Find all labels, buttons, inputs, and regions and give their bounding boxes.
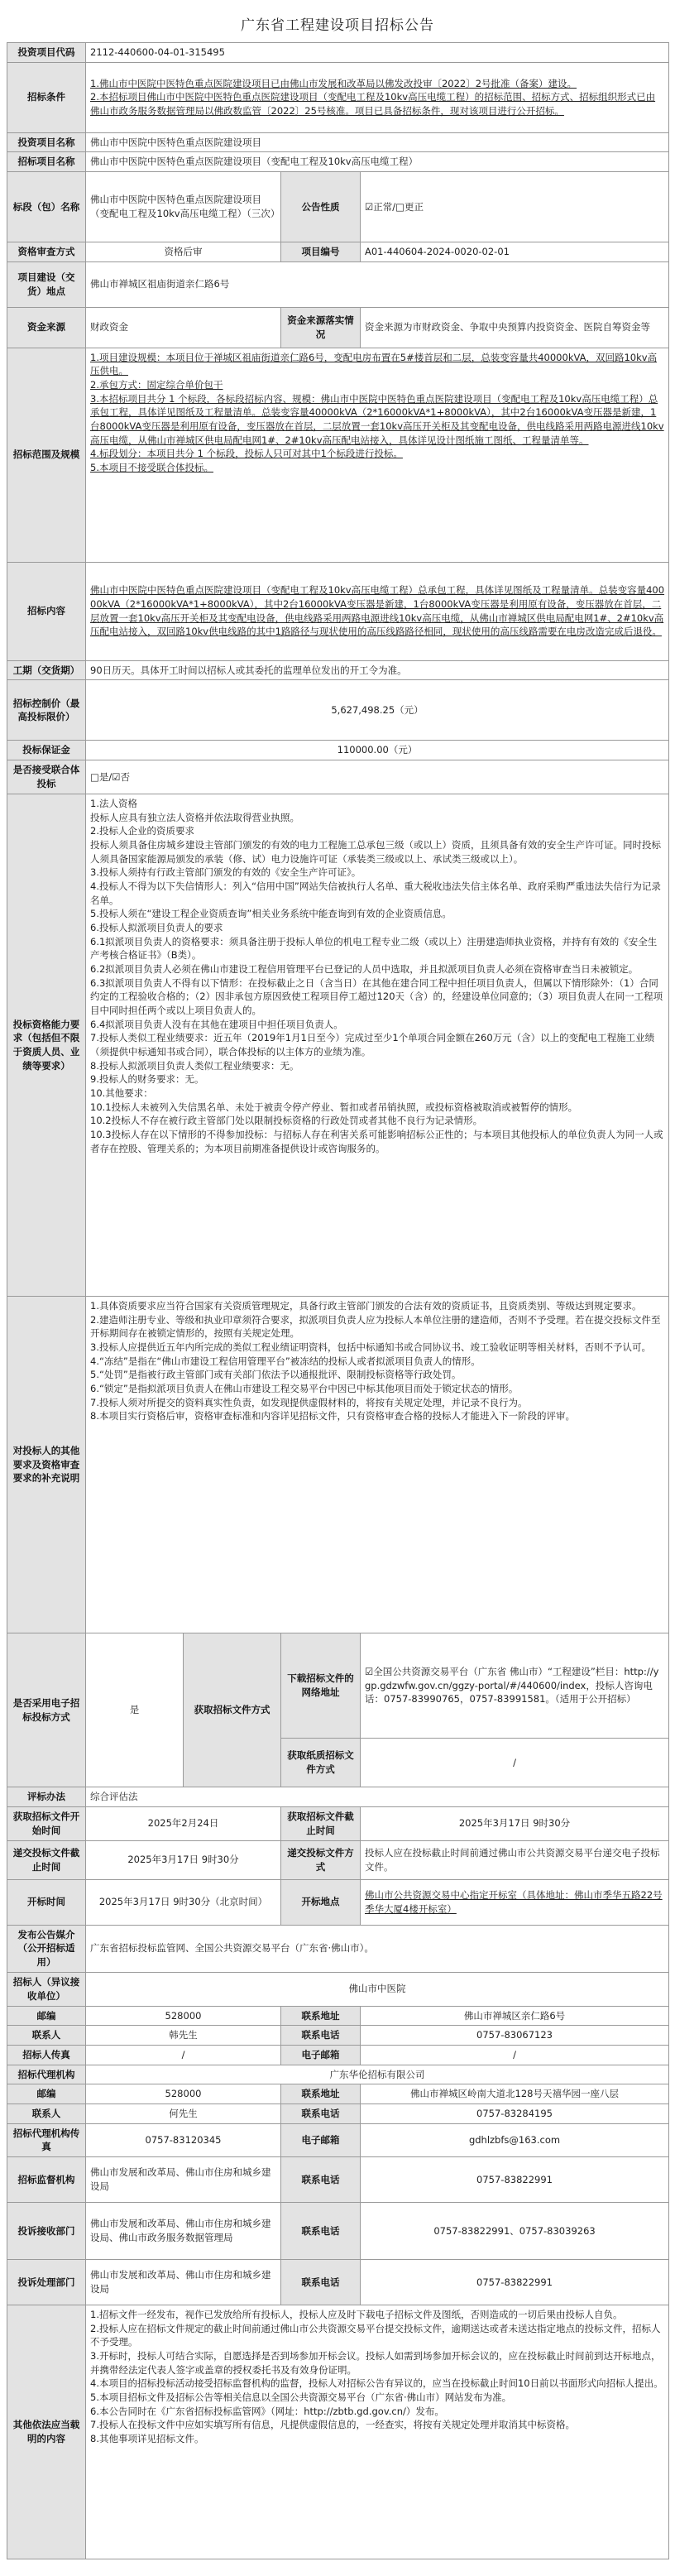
notice-nature-label: 公告性质 <box>281 172 361 242</box>
get-start-value: 2025年2月24日 <box>86 1806 281 1840</box>
project-no-label: 项目编号 <box>281 242 361 262</box>
row-notes <box>7 2305 669 2559</box>
electronic-value: 是 <box>86 1633 184 1787</box>
agency-contact-value: 何先生 <box>86 2104 281 2124</box>
row-media <box>7 1925 669 1972</box>
agency-address-value: 佛山市禅城区岭南大道北128号天禧华园一座八层 <box>361 2084 669 2104</box>
row-content <box>7 562 669 660</box>
content-label: 招标内容 <box>7 562 86 660</box>
agency-phone-label: 联系电话 <box>281 2104 361 2124</box>
open-time-label: 开标时间 <box>7 1879 86 1925</box>
email-label: 电子邮箱 <box>281 2046 361 2065</box>
project-code-label: 投资项目代码 <box>7 43 86 63</box>
handle-phone-label: 联系电话 <box>281 2260 361 2305</box>
supervise-label: 招标监督机构 <box>7 2157 86 2203</box>
submit-end-label: 递交投标文件截止时间 <box>7 1840 86 1879</box>
supervise-value: 佛山市发展和改革局、佛山市住房和城乡建设局 <box>86 2157 281 2203</box>
agency-contact-label: 联系人 <box>7 2104 86 2124</box>
complaint-phone-value: 0757-83822991、0757-83039263 <box>361 2203 669 2260</box>
fund-value: 财政资金 <box>86 307 281 348</box>
consortium-label: 是否接受联合体投标 <box>7 760 86 794</box>
project-name-label: 投资项目名称 <box>7 132 86 152</box>
electronic-label: 是否采用电子招标投标方式 <box>7 1633 86 1787</box>
page-title: 广东省工程建设项目招标公告 <box>241 17 434 34</box>
agency-label: 招标代理机构 <box>7 2065 86 2084</box>
bid-name-label: 招标项目名称 <box>7 152 86 172</box>
get-start-label: 获取招标文件开始时间 <box>7 1806 86 1840</box>
deposit-label: 投标保证金 <box>7 741 86 760</box>
row-fund <box>7 307 669 348</box>
review-method-label: 资格审查方式 <box>7 242 86 262</box>
location-label: 项目建设（交货）地点 <box>7 261 86 307</box>
other-paper-value: / <box>361 1739 669 1787</box>
agency-email-label: 电子邮箱 <box>281 2123 361 2156</box>
contact-label: 联系人 <box>7 2026 86 2046</box>
agency-email-value: gdhlzbfs@163.com <box>361 2123 669 2156</box>
section-label: 标段（包）名称 <box>7 172 86 242</box>
row-agency-post <box>7 2084 669 2104</box>
row-conditions <box>7 62 669 132</box>
open-place-value: 佛山市公共资源交易中心指定开标室（具体地址：佛山市季华五路22号季华大厦4楼开标室） <box>361 1879 669 1925</box>
row-project-code <box>7 43 669 63</box>
duration-label: 工期（交货期） <box>7 660 86 680</box>
submit-end-value: 2025年3月17日 9时30分 <box>86 1840 281 1879</box>
handle-value: 佛山市发展和改革局、佛山市住房和城乡建设局 <box>86 2260 281 2305</box>
media-value: 广东省招标投标监管网、全国公共资源交易平台（广东省·佛山市）。 <box>86 1925 669 1972</box>
scope-label: 招标范围及规模 <box>7 348 86 562</box>
other-req-value: 1.具体资质要求应当符合国家有关资质管理规定，具备行政主管部门颁发的合法有效的资质证书，且资质类别、等级达到规定要求。 2.建造师注册专业、等级和执业印章须符合要求，拟派项目负责人应为投标人本单位注册的建造师，否则不予受理。若在提交投标文件至开标期间存在被锁定情形的，按照有关规定处理。 3.投标人应提供近五年内所完成的类似工程业绩证明资料，包括中标通知书或合同协议书、竣工验收证明等相关材料，否则不予认可。 4.“冻结”是指在“佛山市建设工程信用管理平台”被冻结的投标人或者拟派项目负责人的情形。 5.“处罚”是指被行政主管部门或有关部门依法予以通报批评、限制投标资格等行政处罚。 6.“锁定”是指拟派项目负责人在佛山市建设工程交易平台中因已中标其他项目而处于锁定状态的情形。 7.投标人须对所提交的资料真实性负责，如发现提供虚假材料的，将按有关规定处理，并记录不良行为。 8.本项目实行资格后审，资格审查标准和内容详见招标文件，只有资格审查合格的投标人才能进入下一阶段的评审。 <box>86 1297 669 1633</box>
method-label: 获取招标文件方式 <box>184 1633 281 1787</box>
row-open <box>7 1879 669 1925</box>
row-tenderee-post <box>7 2006 669 2026</box>
notes-value: 1.招标文件一经发布，视作已发放给所有投标人，投标人应及时下载电子招标文件及图纸，否则造成的一切后果由投标人自负。 2.投标人应在招标文件规定的截止时间前通过佛山市公共资源交易平台提交投标文件，逾期送达或者未送达指定地点的投标文件，招标人不予受理。 3.开标时，投标人可结合实际，自愿选择是否到场参加开标会议。投标人如需到场参加开标会议的，应在投标截止时间前到达开标地点，并携带经法定代表人签字或盖章的授权委托书及有效身份证明。 4.本项目的招标投标活动接受招标监督机构的监督，投标人对招标公告有异议的，应当在投标截止时间10日前以书面形式向招标人提出。 5.本项目招标文件及招标公告等相关信息以全国公共资源交易平台（广东省·佛山市）网站发布为准。 6.本公告同时在《广东省招标投标监管网》（网址：http://zbtb.gd.gov.cn/）发布。 7.投标人在投标文件中应如实填写所有信息，凡提供虚假信息的，一经查实，将按有关规定处理并取消其中标资格。 8.其他事项详见招标文件。 <box>86 2305 669 2559</box>
row-agency-fax <box>7 2123 669 2156</box>
max-price-label: 招标控制价（最高投标限价） <box>7 680 86 741</box>
complaint-phone-label: 联系电话 <box>281 2203 361 2260</box>
qualification-label: 投标资格能力要求（包括但不限于资质人员、业绩等要求） <box>7 794 86 1297</box>
open-time-value: 2025年3月17日 9时30分（北京时间） <box>86 1879 281 1925</box>
fax-label: 招标人传真 <box>7 2046 86 2065</box>
row-eval <box>7 1787 669 1807</box>
complaint-label: 投诉接收部门 <box>7 2203 86 2260</box>
qualification-value: 1.法人资格 投标人应具有独立法人资格并依法取得营业执照。 2.投标人企业的资质要求 投标人须具备住房城乡建设主管部门颁发的有效的电力工程施工总承包三级（或以上）资质，且须具备有效的安全生产许可证。同时投标人须具备国家能源局颁发的承装（修、试）电力设施许可证（承装类三级或以上、承试类三级或以上）。 3.投标人须持有行政主管部门颁发的有效的《安全生产许可证》。 4.投标人不得为以下失信情形人：列入“信用中国”网站失信被执行人名单、重大税收违法失信主体名单、政府采购严重违法失信行为记录名单。 5.投标人须在“建设工程企业资质查询”相关业务系统中能查询到有效的企业资质信息。 6.投标人拟派项目负责人的要求 6.1拟派项目负责人的资格要求：须具备注册于投标人单位的机电工程专业二级（或以上）注册建造师执业资格，并持有有效的《安全生产考核合格证书》（B类）。 6.2拟派项目负责人必须在佛山市建设工程信用管理平台已登记的人员中选取，并且拟派项目负责人必须在资格审查当日未被锁定。 6.3拟派项目负责人不得有以下情形：在投标截止之日（含当日）在其他在建合同工程中担任项目负责人，但属以下情形除外：（1）合同约定的工程验收合格的；（2）因非承包方原因致使工程项目停工超过120天（含）的，经建设单位同意的；（3）项目负责人在同一工程项目中同时担任两个或以上项目负责人的。 6.4拟派项目负责人没有在其他在建项目中担任项目负责人。 7.投标人类似工程业绩要求：近五年（2019年1月1日至今）完成过至少1个单项合同金额在260万元（含）以上的变配电工程施工业绩（须提供中标通知书或合同），联合体投标的以主体方的业绩为准。 8.投标人拟派项目负责人类似工程业绩要求：无。 9.投标人的财务要求：无。 10.其他要求： 10.1投标人未被列入失信黑名单、未处于被责令停产停业、暂扣或者吊销执照，或投标资格被取消或被暂停的情形。 10.2投标人不存在被行政主管部门处以限制投标资格的行政处罚或者其他不良行为记录情形。 10.3投标人存在以下情形的不得参加投标：与招标人存在利害关系可能影响招标公正性的；与本项目其他投标人的单位负责人为同一人或者存在控股、管理关系的；为本项目前期准备提供设计或咨询服务的。 <box>86 794 669 1297</box>
download-label: 下载招标文件的网络地址 <box>281 1633 361 1739</box>
row-tenderee-contact <box>7 2026 669 2046</box>
download-value[interactable]: ☑全国公共资源交易平台（广东省 佛山市）“工程建设”栏目：http://ygp.gdzwfw.gov.cn/ggzy-portal/#/440600/index，投标人咨询电话：0757-83990765，0757-83991581。（适用于公开招标） <box>361 1633 669 1739</box>
agency-address-label: 联系地址 <box>281 2084 361 2104</box>
duration-value: 90日历天。具体开工时间以招标人或其委托的监理单位发出的开工令为准。 <box>86 660 669 680</box>
phone-label: 联系电话 <box>281 2026 361 2046</box>
row-qualification <box>7 794 669 1297</box>
postcode-value: 528000 <box>86 2006 281 2026</box>
handle-label: 投诉处理部门 <box>7 2260 86 2305</box>
row-tenderee-fax <box>7 2046 669 2065</box>
media-label: 发布公告媒介（公开招标适用） <box>7 1925 86 1972</box>
conditions-value: 1.佛山市中医院中医特色重点医院建设项目已由佛山市发展和改革局以佛发改投审〔2022〕2号批准（备案）建设。 2.本招标项目佛山市中医院中医特色重点医院建设项目（变配电工程及10kv高压电缆工程）的招标范围、招标方式、招标组织形式已由佛山市政务服务数据管理局以佛政数监管〔2022〕25号核准。项目已具备招标条件，现对该项目进行公开招标。 <box>86 62 669 132</box>
handle-phone-value: 0757-83822991 <box>361 2260 669 2305</box>
submit-method-label: 递交投标文件方式 <box>281 1840 361 1879</box>
row-section <box>7 172 669 242</box>
agency-fax-value: 0757-83120345 <box>86 2123 281 2156</box>
submit-method-value: 投标人应在投标截止时间前通过佛山市公共资源交易平台递交电子投标文件。 <box>361 1840 669 1879</box>
row-duration <box>7 660 669 680</box>
row-complaint <box>7 2203 669 2260</box>
row-scope <box>7 348 669 562</box>
row-agency-contact <box>7 2104 669 2124</box>
fund-label: 资金来源 <box>7 307 86 348</box>
section-value: 佛山市中医院中医特色重点医院建设项目（变配电工程及10kv高压电缆工程）（三次） <box>86 172 281 242</box>
postcode-label: 邮编 <box>7 2006 86 2026</box>
project-no-value: A01-440604-2024-0020-02-01 <box>361 242 669 262</box>
max-price-value: 5,627,498.25（元） <box>86 680 669 741</box>
row-bid-name <box>7 152 669 172</box>
scope-value: 1.项目建设规模：本项目位于禅城区祖庙街道亲仁路6号，变配电房布置在5#楼首层和二层，总装变容量共40000kVA，双回路10kv高压供电。 2.承包方式：固定综合单价包干 3.本招标项目共分 1 个标段，各标段招标内容、规模：佛山市中医院中医特色重点医院建设项目（变配电工程及10kv高压电缆工程）总承包工程，具体详见图纸及工程量清单。总装变容量40000kVA（2*16000kVA*1+8000kVA），其中2台16000kVA变压器是新建，1台8000kVA变压器是利用原有设备，变压器放在首层，二层放置一套10kv高压开关柜及其变配电设备，供电线路采用两路电源进线10kv高压电缆，从佛山市禅城区供电局配电网1#、2#10kv高压配电站接入，具体详见设计图纸施工图纸、工程量清单等。 4.标段划分：本项目共分 1 个标段，投标人只可对其中1个标段进行投标。 5.本项目不接受联合体投标。 <box>86 348 669 562</box>
conditions-label: 招标条件 <box>7 62 86 132</box>
agency-postcode-value: 528000 <box>86 2084 281 2104</box>
location-value: 佛山市禅城区祖庙街道亲仁路6号 <box>86 261 669 307</box>
row-electronic <box>7 1633 669 1739</box>
fund-status-value: 资金来源为市财政资金、争取中央预算内投资资金、医院自筹资金等 <box>361 307 669 348</box>
row-deposit <box>7 741 669 760</box>
row-tenderee <box>7 1972 669 2006</box>
notice-nature-value: ☑正常/□更正 <box>361 172 669 242</box>
get-end-label: 获取招标文件截止时间 <box>281 1806 361 1840</box>
row-project-name <box>7 132 669 152</box>
agency-postcode-label: 邮编 <box>7 2084 86 2104</box>
get-end-value: 2025年3月17日 9时30分 <box>361 1806 669 1840</box>
tenderee-value: 佛山市中医院 <box>86 1972 669 2006</box>
agency-phone-value: 0757-83284195 <box>361 2104 669 2124</box>
notice-table <box>7 42 669 2559</box>
row-location <box>7 261 669 307</box>
other-req-label: 对投标人的其他要求及资格审查要求的补充说明 <box>7 1297 86 1633</box>
consortium-value: □是/☑否 <box>86 760 669 794</box>
row-max-price <box>7 680 669 741</box>
tenderee-label: 招标人（异议接收单位） <box>7 1972 86 2006</box>
row-consortium <box>7 760 669 794</box>
notice-page <box>7 0 668 2576</box>
eval-value: 综合评估法 <box>86 1787 669 1807</box>
bid-name-value: 佛山市中医院中医特色重点医院建设项目（变配电工程及10kv高压电缆工程） <box>86 152 669 172</box>
review-method-value: 资格后审 <box>86 242 281 262</box>
complaint-value: 佛山市发展和改革局、佛山市住房和城乡建设局、佛山市政务服务数据管理局 <box>86 2203 281 2260</box>
content-value: 佛山市中医院中医特色重点医院建设项目（变配电工程及10kv高压电缆工程）总承包工程，具体详见图纸及工程量清单。总装变容量40000kVA（2*16000kVA*1+8000kVA），其中2台16000kVA变压器是新建，1台8000kVA变压器是利用原有设备，变压器放在首层，二层放置一套10kv高压开关柜及其变配电设备，供电线路采用两路电源进线10kv高压电缆，从佛山市禅城区供电局配电网1#、2#10kv高压配电站接入，双回路10kv供电线路的其中1路路径与现状使用的高压线路路径相同，现状使用的高压线路需要在电房改造完成后退役。 <box>86 562 669 660</box>
row-get-time <box>7 1806 669 1840</box>
row-other-req <box>7 1297 669 1633</box>
fax-value: / <box>86 2046 281 2065</box>
email-value: / <box>361 2046 669 2065</box>
project-name-value: 佛山市中医院中医特色重点医院建设项目 <box>86 132 669 152</box>
notes-label: 其他依法应当载明的内容 <box>7 2305 86 2559</box>
address-value: 佛山市禅城区亲仁路6号 <box>361 2006 669 2026</box>
other-paper-label: 获取纸质招标文件方式 <box>281 1739 361 1787</box>
supervise-phone-value: 0757-83822991 <box>361 2157 669 2203</box>
open-place-label: 开标地点 <box>281 1879 361 1925</box>
agency-fax-label: 招标代理机构传真 <box>7 2123 86 2156</box>
row-supervise <box>7 2157 669 2203</box>
agency-value: 广东华伦招标有限公司 <box>86 2065 669 2084</box>
row-submit <box>7 1840 669 1879</box>
row-review <box>7 242 669 262</box>
row-handle <box>7 2260 669 2305</box>
contact-value: 韩先生 <box>86 2026 281 2046</box>
row-agency <box>7 2065 669 2084</box>
address-label: 联系地址 <box>281 2006 361 2026</box>
fund-status-label: 资金来源落实情况 <box>281 307 361 348</box>
phone-value: 0757-83067123 <box>361 2026 669 2046</box>
project-code-value: 2112-440600-04-01-315495 <box>86 43 669 63</box>
deposit-value: 110000.00（元） <box>86 741 669 760</box>
eval-label: 评标办法 <box>7 1787 86 1807</box>
supervise-phone-label: 联系电话 <box>281 2157 361 2203</box>
